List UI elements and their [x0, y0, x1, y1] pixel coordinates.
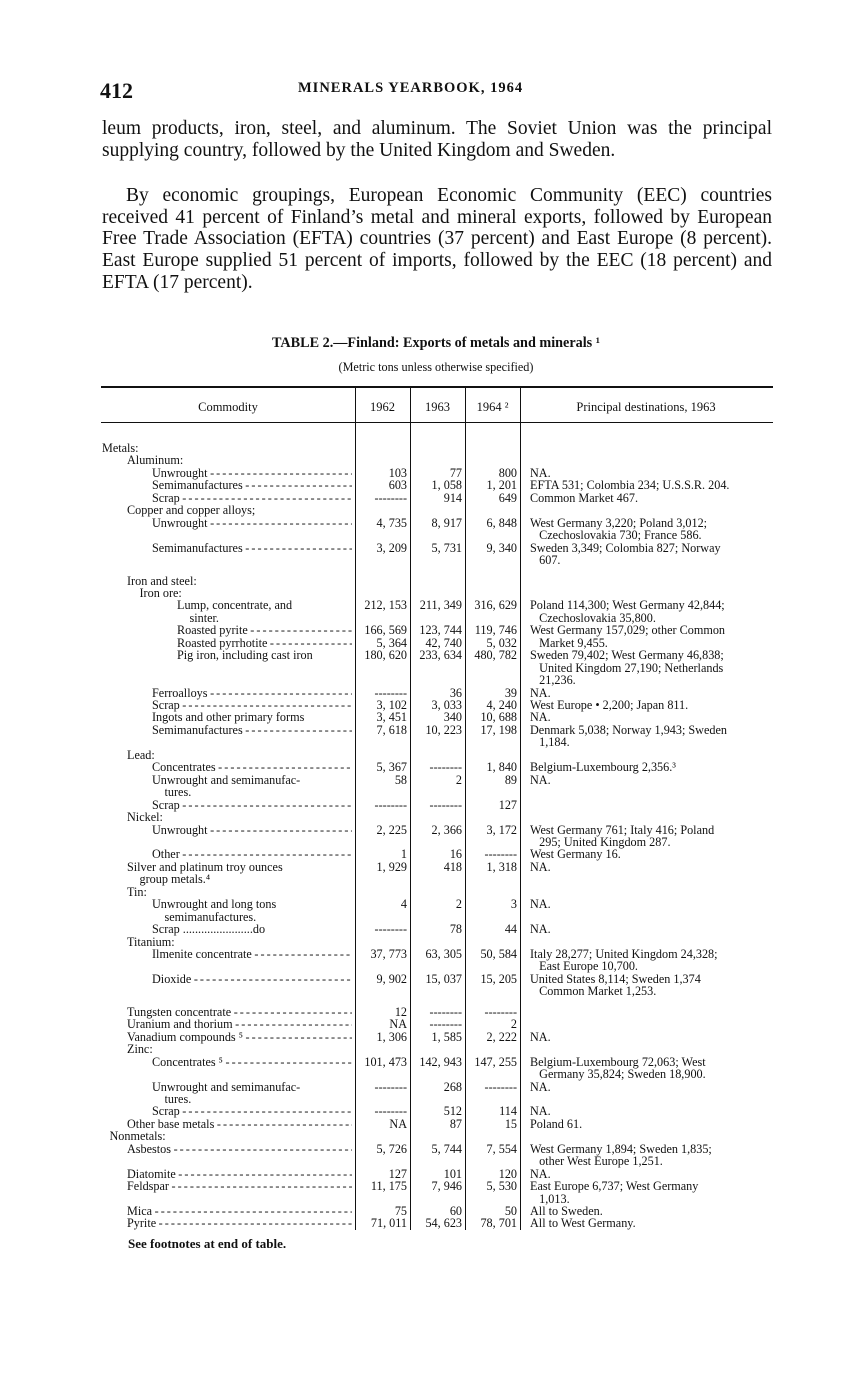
value-1964: 1, 840 [486, 761, 517, 775]
table-header-rule [101, 422, 773, 423]
destination-text: NA. [530, 466, 551, 480]
destination-text: Belgium-Luxembourg 72,063; West [530, 1055, 706, 1069]
value-1963: 78 [449, 923, 462, 937]
destination-text: Czechoslovakia 35,800. [530, 611, 656, 625]
table-footnote: See footnotes at end of table. [128, 1236, 287, 1251]
table-row [0, 848, 851, 861]
value-1963: 15, 037 [425, 972, 462, 986]
destination-text: NA. [530, 773, 551, 787]
value-1964: 15 [504, 1117, 517, 1131]
value-1962: -------- [374, 1105, 407, 1119]
destination-text: Common Market 467. [530, 491, 638, 505]
table-row [0, 1143, 851, 1156]
commodity-label: Dioxide - - - [152, 973, 352, 986]
destination-text: Market 9,455. [530, 636, 608, 650]
value-1963: 123, 744 [419, 624, 462, 638]
commodity-label: tures. [164, 786, 192, 800]
header-1963: 1963 [425, 400, 450, 414]
table-row [0, 529, 851, 542]
value-1964: 1, 318 [486, 860, 517, 874]
commodity-label: Feldspar - - - [127, 1180, 352, 1193]
value-1963: 233, 634 [419, 649, 462, 663]
commodity-label: Vanadium compounds ⁵ - - - [127, 1031, 352, 1044]
table-row [0, 554, 851, 567]
table-row [0, 637, 851, 650]
value-1963: 60 [449, 1205, 462, 1218]
table-row [0, 711, 851, 724]
commodity-label: Scrap - - - [152, 1105, 352, 1118]
value-1963: 2 [455, 898, 462, 912]
table-row [0, 442, 851, 455]
value-1963: 10, 223 [425, 723, 462, 737]
destination-text: 1,184. [530, 736, 570, 750]
table-row [0, 1043, 851, 1056]
value-1964: 800 [498, 466, 517, 480]
value-1963: 42, 740 [425, 636, 462, 650]
value-1963: 63, 305 [425, 948, 462, 961]
value-1962: 603 [388, 479, 407, 493]
destination-text: United Kingdom 27,190; Netherlands [530, 661, 724, 675]
value-1963: 54, 623 [425, 1217, 462, 1231]
value-1963: 1, 058 [431, 479, 462, 493]
value-1964: 3, 172 [486, 823, 517, 837]
destination-text: Denmark 5,038; Norway 1,943; Sweden [530, 723, 727, 737]
destination-text: Sweden 79,402; West Germany 46,838; [530, 649, 724, 663]
value-1964: 5, 530 [486, 1180, 517, 1194]
table-row [0, 1093, 851, 1106]
commodity-label: Nonmetals: [109, 1130, 166, 1144]
running-head: MINERALS YEARBOOK, 1964 [298, 80, 524, 96]
value-1964: 1, 201 [486, 479, 517, 493]
commodity-label: Other base metals - - - [127, 1118, 352, 1131]
commodity-label: Silver and platinum troy ounces [127, 860, 283, 874]
commodity-label: Uranium and thorium - - - [127, 1018, 352, 1031]
value-1962: 1, 306 [376, 1030, 407, 1044]
value-1963: 211, 349 [419, 599, 462, 613]
value-1962: 4, 735 [376, 516, 407, 530]
table-row [0, 749, 851, 762]
value-1963: 1, 585 [431, 1030, 462, 1044]
destination-text: East Europe 10,700. [530, 960, 638, 974]
table-row [0, 1180, 851, 1193]
value-1962: 3, 209 [376, 541, 407, 555]
value-1962: NA [389, 1117, 407, 1131]
table-row [0, 799, 851, 812]
commodity-label: Unwrought - - - [152, 467, 352, 480]
commodity-label: Scrap - - - [152, 699, 352, 712]
value-1962: 3, 102 [376, 699, 407, 712]
destination-text: NA. [530, 1080, 551, 1094]
destination-text: NA. [530, 1167, 551, 1181]
commodity-label: Iron ore: [139, 586, 182, 600]
table-row [0, 467, 851, 480]
commodity-label: Concentrates - - - [152, 761, 352, 774]
value-1962: 11, 175 [370, 1180, 407, 1194]
table-row [0, 1018, 851, 1031]
value-1963: 36 [449, 686, 462, 700]
table-row [0, 1006, 851, 1019]
header-1964: 1964 ² [476, 400, 509, 414]
table-row [0, 786, 851, 799]
value-1963: 16 [449, 848, 462, 862]
destination-text: EFTA 531; Colombia 234; U.S.S.R. 204. [530, 479, 730, 493]
table-row [0, 504, 851, 517]
table-row [0, 1217, 851, 1230]
page-number: 412 [100, 78, 133, 103]
value-1963: -------- [429, 761, 462, 775]
value-1964: 44 [504, 923, 517, 937]
destination-text: Poland 114,300; West Germany 42,844; [530, 599, 725, 613]
table-row [0, 1155, 851, 1168]
value-1962: 103 [388, 466, 407, 480]
value-1964: 78, 701 [480, 1217, 517, 1231]
value-1962: 101, 473 [364, 1055, 407, 1069]
table-row [0, 836, 851, 849]
destination-text: Germany 35,824; Sweden 18,900. [530, 1068, 706, 1082]
table-row [0, 674, 851, 687]
commodity-label: Semimanufactures - - - [152, 724, 352, 737]
value-1964: -------- [484, 1005, 517, 1019]
value-1964: 4, 240 [486, 699, 517, 712]
value-1963: 7, 946 [431, 1180, 462, 1194]
commodity-label: Unwrought and semimanufac- [152, 1080, 301, 1094]
value-1962: 5, 367 [376, 761, 407, 775]
commodity-label: Mica - - - [127, 1205, 352, 1218]
value-1963: 2, 366 [431, 823, 462, 837]
table-row [0, 1193, 851, 1206]
value-1964: 10, 688 [480, 711, 517, 725]
commodity-label: Ferroalloys - - - [152, 687, 352, 700]
table-row [0, 774, 851, 787]
destination-text: All to West Germany. [530, 1217, 636, 1231]
value-1964: 3 [510, 898, 517, 912]
value-1962: -------- [374, 923, 407, 937]
value-1962: 1 [400, 848, 407, 862]
value-1962: 212, 153 [364, 599, 407, 613]
commodity-label: Diatomite - - - [127, 1168, 352, 1181]
value-1963: 418 [443, 860, 462, 874]
table-row [0, 1118, 851, 1131]
value-1963: 2 [455, 773, 462, 787]
commodity-label: Unwrought and long tons [152, 898, 277, 912]
destination-text: NA. [530, 860, 551, 874]
destination-text: West Europe • 2,200; Japan 811. [530, 699, 689, 712]
value-1962: -------- [374, 686, 407, 700]
value-1962: 12 [394, 1005, 407, 1019]
header-1962: 1962 [370, 400, 395, 414]
table-row [0, 687, 851, 700]
table-row [0, 923, 851, 936]
value-1964: 480, 782 [474, 649, 517, 663]
value-1962: -------- [374, 798, 407, 812]
value-1964: -------- [484, 848, 517, 862]
table-row [0, 1168, 851, 1181]
destination-text: Common Market 1,253. [530, 985, 657, 999]
commodity-label: Semimanufactures - - - [152, 479, 352, 492]
header-commodity: Commodity [198, 400, 258, 414]
commodity-label: Pyrite - - - [127, 1217, 352, 1230]
value-1962: 5, 726 [376, 1142, 407, 1156]
value-1962: 75 [394, 1205, 407, 1218]
destination-text: West Germany 761; Italy 416; Poland [530, 823, 715, 837]
table-row [0, 948, 851, 961]
value-1962: 180, 620 [364, 649, 407, 663]
table-top-rule [101, 386, 773, 388]
table-row [0, 911, 851, 924]
commodity-label: Roasted pyrite - - - [177, 624, 352, 637]
value-1964: 114 [499, 1105, 517, 1119]
table-row [0, 1105, 851, 1118]
destination-text: other West Europe 1,251. [530, 1155, 663, 1169]
value-1964: 6, 848 [486, 516, 517, 530]
value-1963: -------- [429, 798, 462, 812]
value-1962: 7, 618 [376, 723, 407, 737]
commodity-label: group metals.⁴ [139, 873, 211, 887]
value-1964: 147, 255 [474, 1055, 517, 1069]
commodity-label: Semimanufactures - - - [152, 542, 352, 555]
table-row [0, 824, 851, 837]
table-row [0, 542, 851, 555]
value-1962: 9, 902 [376, 972, 407, 986]
commodity-label: Zinc: [127, 1043, 153, 1057]
destination-text: Italy 28,277; United Kingdom 24,328; [530, 948, 718, 961]
value-1963: 5, 731 [431, 541, 462, 555]
table-row [0, 649, 851, 662]
value-1964: 2 [510, 1018, 517, 1032]
commodity-label: Scrap .......................do [152, 923, 266, 937]
table-subtitle: (Metric tons unless otherwise specified) [338, 360, 534, 374]
table-row [0, 1068, 851, 1081]
value-1964: 127 [498, 798, 517, 812]
value-1963: 5, 744 [431, 1142, 462, 1156]
destination-text: NA. [530, 1105, 551, 1119]
value-1963: 8, 917 [431, 516, 462, 530]
destination-text: NA. [530, 1030, 551, 1044]
value-1964: 15, 205 [480, 972, 517, 986]
value-1964: 2, 222 [486, 1030, 517, 1044]
value-1962: NA [389, 1018, 407, 1032]
table-row [0, 973, 851, 986]
commodity-label: Tungsten concentrate - - - [127, 1006, 352, 1019]
destination-text: West Germany 157,029; other Common [530, 624, 726, 638]
value-1964: 89 [504, 773, 517, 787]
destination-text: Belgium-Luxembourg 2,356.³ [530, 761, 676, 775]
table-row [0, 736, 851, 749]
commodity-label: Concentrates ⁵ - - - [152, 1056, 352, 1069]
value-1962: 166, 569 [364, 624, 407, 638]
commodity-label: Titanium: [127, 935, 175, 949]
commodity-label: Scrap - - - [152, 492, 352, 505]
table-row [0, 662, 851, 675]
table-row [0, 873, 851, 886]
table-row [0, 811, 851, 824]
value-1962: -------- [374, 491, 407, 505]
destination-text: West Germany 16. [530, 848, 621, 862]
table-title: TABLE 2.—Finland: Exports of metals and minerals ¹ [272, 335, 600, 351]
value-1964: 17, 198 [480, 723, 517, 737]
table-row [0, 479, 851, 492]
commodity-label: tures. [164, 1092, 192, 1106]
destination-text: East Europe 6,737; West Germany [530, 1180, 699, 1194]
destination-text: NA. [530, 898, 551, 912]
commodity-label: Scrap - - - [152, 799, 352, 812]
destination-text: NA. [530, 923, 551, 937]
value-1962: -------- [374, 1080, 407, 1094]
value-1964: 39 [504, 686, 517, 700]
value-1963: 512 [443, 1105, 462, 1119]
value-1962: 127 [388, 1167, 407, 1181]
value-1962: 58 [394, 773, 407, 787]
value-1963: 340 [443, 711, 462, 725]
destination-text: NA. [530, 686, 551, 700]
value-1963: 914 [443, 491, 462, 505]
commodity-label: Nickel: [127, 811, 163, 825]
table-row [0, 960, 851, 973]
table-row [0, 492, 851, 505]
table-row [0, 587, 851, 600]
table-row [0, 898, 851, 911]
value-1963: 87 [449, 1117, 462, 1131]
paragraph-2: By economic groupings, European Economic Community (EEC) countries received 41 percent of Finland’s metal and mineral exports, followed by European Free Trade Association (EFTA) countries (37 percent) and East Europe (8 percent). East Europe supplied 51 percent of imports, followed by the EEC (18 percent) and EFTA (17 percent). [102, 185, 772, 293]
table-row [0, 454, 851, 467]
destination-text: 607. [530, 554, 561, 568]
commodity-label: Lump, concentrate, and [177, 599, 293, 613]
paragraph-1: leum products, iron, steel, and aluminum. The Soviet Union was the principal supplying country, followed by the United Kingdom and Sweden. [102, 118, 772, 161]
commodity-label: Copper and copper alloys; [127, 504, 256, 518]
table-row [0, 1205, 851, 1218]
commodity-label: Iron and steel: [127, 574, 197, 588]
commodity-label: Ingots and other primary forms [152, 711, 305, 725]
commodity-label: Asbestos - - - [127, 1143, 352, 1156]
table-row [0, 1031, 851, 1044]
value-1962: 2, 225 [376, 823, 407, 837]
value-1962: 5, 364 [376, 636, 407, 650]
destination-text: Czechoslovakia 730; France 586. [530, 529, 702, 543]
value-1963: 142, 943 [419, 1055, 462, 1069]
commodity-label: Unwrought - - - [152, 517, 352, 530]
value-1963: 268 [443, 1080, 462, 1094]
header-destinations: Principal destinations, 1963 [576, 400, 716, 414]
commodity-label: sinter. [189, 611, 219, 625]
value-1964: 9, 340 [486, 541, 517, 555]
destination-text: West Germany 1,894; Sweden 1,835; [530, 1142, 712, 1156]
destination-text: NA. [530, 711, 551, 725]
commodity-label: Ilmenite concentrate - - - [152, 948, 352, 961]
value-1962: 4 [400, 898, 407, 912]
table-row [0, 886, 851, 899]
commodity-label: Lead: [127, 748, 155, 762]
commodity-label: Unwrought - - - [152, 824, 352, 837]
destination-text: 295; United Kingdom 287. [530, 835, 671, 849]
value-1962: 37, 773 [370, 948, 407, 961]
value-1964: 50, 584 [480, 948, 517, 961]
destination-text: 21,236. [530, 674, 576, 688]
commodity-label: semimanufactures. [164, 910, 257, 924]
table-row [0, 599, 851, 612]
commodity-label: Roasted pyrrhotite - - - [177, 637, 352, 650]
commodity-label: Aluminum: [127, 454, 184, 468]
value-1964: 119, 746 [474, 624, 517, 638]
table-row [0, 936, 851, 949]
value-1962: 3, 451 [376, 711, 407, 725]
value-1964: 120 [498, 1167, 517, 1181]
destination-text: Sweden 3,349; Colombia 827; Norway [530, 541, 721, 555]
value-1963: -------- [429, 1005, 462, 1019]
table-row [0, 575, 851, 588]
table-row [0, 861, 851, 874]
destination-text: West Germany 3,220; Poland 3,012; [530, 516, 708, 530]
table-row [0, 1056, 851, 1069]
table-row [0, 985, 851, 998]
value-1963: 77 [449, 466, 462, 480]
value-1963: 101 [443, 1167, 462, 1181]
commodity-label: Metals: [102, 442, 139, 455]
value-1964: -------- [484, 1080, 517, 1094]
table-row [0, 612, 851, 625]
value-1962: 1, 929 [376, 860, 407, 874]
value-1963: -------- [429, 1018, 462, 1032]
table-row [0, 724, 851, 737]
value-1964: 5, 032 [486, 636, 517, 650]
commodity-label: Tin: [127, 885, 147, 899]
destination-text: All to Sweden. [530, 1205, 603, 1218]
page-header [100, 78, 772, 104]
table-row [0, 624, 851, 637]
value-1964: 50 [504, 1205, 517, 1218]
commodity-label: Pig iron, including cast iron [177, 649, 313, 663]
value-1964: 649 [498, 491, 517, 505]
destination-text: 1,013. [530, 1192, 570, 1206]
value-1964: 316, 629 [474, 599, 517, 613]
table-row [0, 699, 851, 712]
table-row [0, 1081, 851, 1094]
value-1964: 7, 554 [486, 1142, 517, 1156]
commodity-label: Other - - - [152, 848, 352, 861]
table-row [0, 1130, 851, 1143]
value-1963: 3, 033 [431, 699, 462, 712]
destination-text: United States 8,114; Sweden 1,374 [530, 972, 701, 986]
value-1962: 71, 011 [370, 1217, 407, 1231]
table-row [0, 761, 851, 774]
commodity-label: Unwrought and semimanufac- [152, 773, 301, 787]
table-row [0, 517, 851, 530]
destination-text: Poland 61. [530, 1117, 583, 1131]
